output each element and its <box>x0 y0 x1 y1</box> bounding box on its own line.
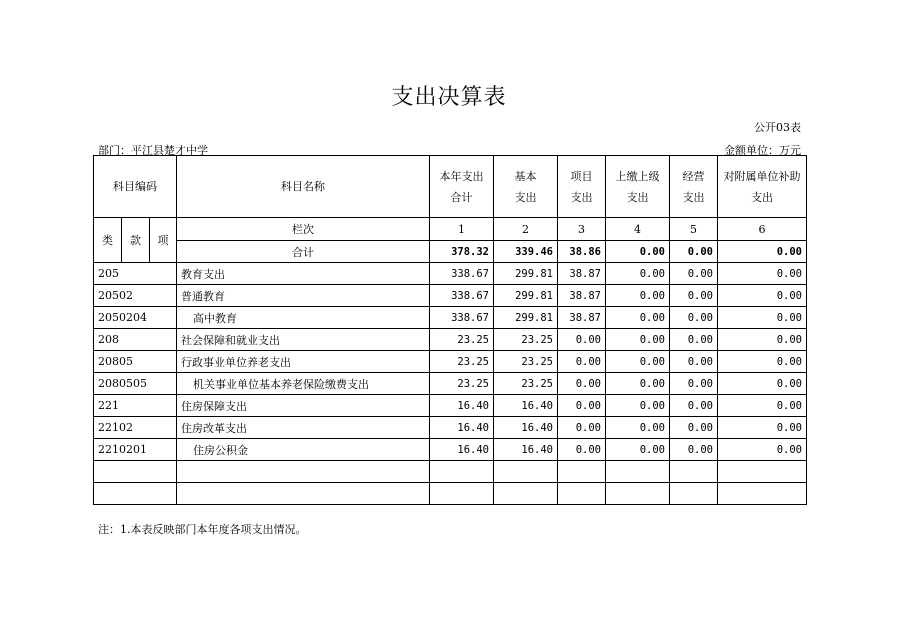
row-value: 0.00 <box>718 373 807 395</box>
header-code: 科目编码 <box>94 156 177 218</box>
row-value: 0.00 <box>670 395 718 417</box>
header-col3-line2: 支出 <box>570 190 593 204</box>
page-title: 支出决算表 <box>391 85 507 110</box>
col-num-4: 4 <box>606 218 670 241</box>
row-value: 0.00 <box>670 373 718 395</box>
header-col1 <box>430 156 494 218</box>
header-col4-line1: 上缴上级 <box>615 169 660 183</box>
row-value: 0.00 <box>670 351 718 373</box>
row-value: 0.00 <box>670 417 718 439</box>
row-value: 23.25 <box>430 351 494 373</box>
row-code: 208 <box>94 329 177 351</box>
row-value: 0.00 <box>558 329 606 351</box>
row-value: 0.00 <box>606 329 670 351</box>
row-value: 0.00 <box>718 395 807 417</box>
row-name: 教育支出 <box>177 263 430 285</box>
row-value: 0.00 <box>718 285 807 307</box>
header-lanci: 栏次 <box>177 218 430 241</box>
header-col2-line2: 支出 <box>514 190 537 204</box>
row-value: 0.00 <box>718 439 807 461</box>
department-label: 部门：平江县楚才中学 <box>98 144 208 157</box>
row-value: 0.00 <box>670 329 718 351</box>
row-value: 16.40 <box>430 417 494 439</box>
header-col3 <box>558 156 606 218</box>
row-name: 高中教育 <box>177 307 430 329</box>
col-num-1: 1 <box>430 218 494 241</box>
header-col5-line1: 经营 <box>682 169 705 183</box>
header-lei: 类 <box>94 218 122 263</box>
row-value: 338.67 <box>430 307 494 329</box>
table-row <box>94 329 807 351</box>
row-value: 0.00 <box>558 373 606 395</box>
header-col2 <box>494 156 558 218</box>
row-value: 0.00 <box>606 439 670 461</box>
row-name: 行政事业单位养老支出 <box>177 351 430 373</box>
row-value: 0.00 <box>670 285 718 307</box>
row-value: 299.81 <box>494 307 558 329</box>
row-value: 16.40 <box>430 439 494 461</box>
header-col3-line1: 项目 <box>570 169 593 183</box>
amount-unit-label: 金额单位：万元 <box>724 144 801 157</box>
row-code: 2080505 <box>94 373 177 395</box>
header-col6-line1: 对附属单位补助 <box>723 169 801 183</box>
header-col6-line2: 支出 <box>751 190 773 204</box>
row-value: 299.81 <box>494 263 558 285</box>
col-num-3: 3 <box>558 218 606 241</box>
row-name: 社会保障和就业支出 <box>177 329 430 351</box>
row-value: 23.25 <box>494 329 558 351</box>
header-col2-line1: 基本 <box>514 169 537 183</box>
row-value: 0.00 <box>606 417 670 439</box>
total-label: 合计 <box>177 241 430 263</box>
header-col1-line1: 本年支出 <box>439 169 484 183</box>
row-value: 0.00 <box>606 285 670 307</box>
row-name: 住房改革支出 <box>177 417 430 439</box>
expenditure-table <box>93 155 807 505</box>
header-kuan: 款 <box>122 218 150 263</box>
row-value: 16.40 <box>494 439 558 461</box>
row-value: 38.87 <box>558 307 606 329</box>
row-value: 0.00 <box>718 307 807 329</box>
total-row <box>94 241 807 263</box>
empty-row <box>94 483 807 505</box>
header-col5-line2: 支出 <box>682 190 705 204</box>
table-row <box>94 373 807 395</box>
row-value: 23.25 <box>494 373 558 395</box>
row-value: 0.00 <box>606 307 670 329</box>
row-name: 普通教育 <box>177 285 430 307</box>
row-name: 住房保障支出 <box>177 395 430 417</box>
row-value: 0.00 <box>558 417 606 439</box>
total-value: 339.46 <box>494 241 558 263</box>
row-value: 16.40 <box>494 417 558 439</box>
total-value: 378.32 <box>430 241 494 263</box>
row-code: 2210201 <box>94 439 177 461</box>
row-value: 338.67 <box>430 263 494 285</box>
row-value: 0.00 <box>670 439 718 461</box>
footnote: 注：1.本表反映部门本年度各项支出情况。 <box>98 523 307 536</box>
header-col4-line2: 支出 <box>626 190 649 204</box>
row-value: 0.00 <box>670 307 718 329</box>
row-code: 20805 <box>94 351 177 373</box>
total-value: 0.00 <box>718 241 807 263</box>
row-code: 205 <box>94 263 177 285</box>
col-num-2: 2 <box>494 218 558 241</box>
header-xiang: 项 <box>150 218 177 263</box>
total-value: 0.00 <box>670 241 718 263</box>
empty-row <box>94 461 807 483</box>
row-value: 0.00 <box>670 263 718 285</box>
row-value: 0.00 <box>606 395 670 417</box>
row-value: 338.67 <box>430 285 494 307</box>
row-value: 0.00 <box>718 329 807 351</box>
table-row <box>94 263 807 285</box>
table-row <box>94 439 807 461</box>
total-value: 38.86 <box>558 241 606 263</box>
row-value: 38.87 <box>558 263 606 285</box>
col-num-6: 6 <box>718 218 807 241</box>
row-code: 221 <box>94 395 177 417</box>
header-col1-line2: 合计 <box>450 190 473 204</box>
col-num-5: 5 <box>670 218 718 241</box>
row-value: 23.25 <box>494 351 558 373</box>
row-value: 0.00 <box>558 439 606 461</box>
row-value: 23.25 <box>430 373 494 395</box>
row-value: 0.00 <box>606 351 670 373</box>
header-col6 <box>718 156 807 218</box>
row-value: 16.40 <box>430 395 494 417</box>
row-value: 0.00 <box>606 373 670 395</box>
header-col4 <box>606 156 670 218</box>
row-code: 20502 <box>94 285 177 307</box>
row-value: 0.00 <box>718 351 807 373</box>
row-code: 22102 <box>94 417 177 439</box>
row-value: 16.40 <box>494 395 558 417</box>
table-row <box>94 395 807 417</box>
header-name: 科目名称 <box>177 156 430 218</box>
form-number: 公开03表 <box>754 121 801 134</box>
row-value: 0.00 <box>558 395 606 417</box>
table-row <box>94 351 807 373</box>
row-value: 299.81 <box>494 285 558 307</box>
row-value: 38.87 <box>558 285 606 307</box>
row-value: 0.00 <box>606 263 670 285</box>
row-value: 0.00 <box>558 351 606 373</box>
row-name: 住房公积金 <box>177 439 430 461</box>
table-row <box>94 285 807 307</box>
row-value: 0.00 <box>718 417 807 439</box>
row-code: 2050204 <box>94 307 177 329</box>
row-value: 0.00 <box>718 263 807 285</box>
total-value: 0.00 <box>606 241 670 263</box>
row-value: 23.25 <box>430 329 494 351</box>
header-col5 <box>670 156 718 218</box>
table-row <box>94 417 807 439</box>
table-row <box>94 307 807 329</box>
row-name: 机关事业单位基本养老保险缴费支出 <box>177 373 430 395</box>
